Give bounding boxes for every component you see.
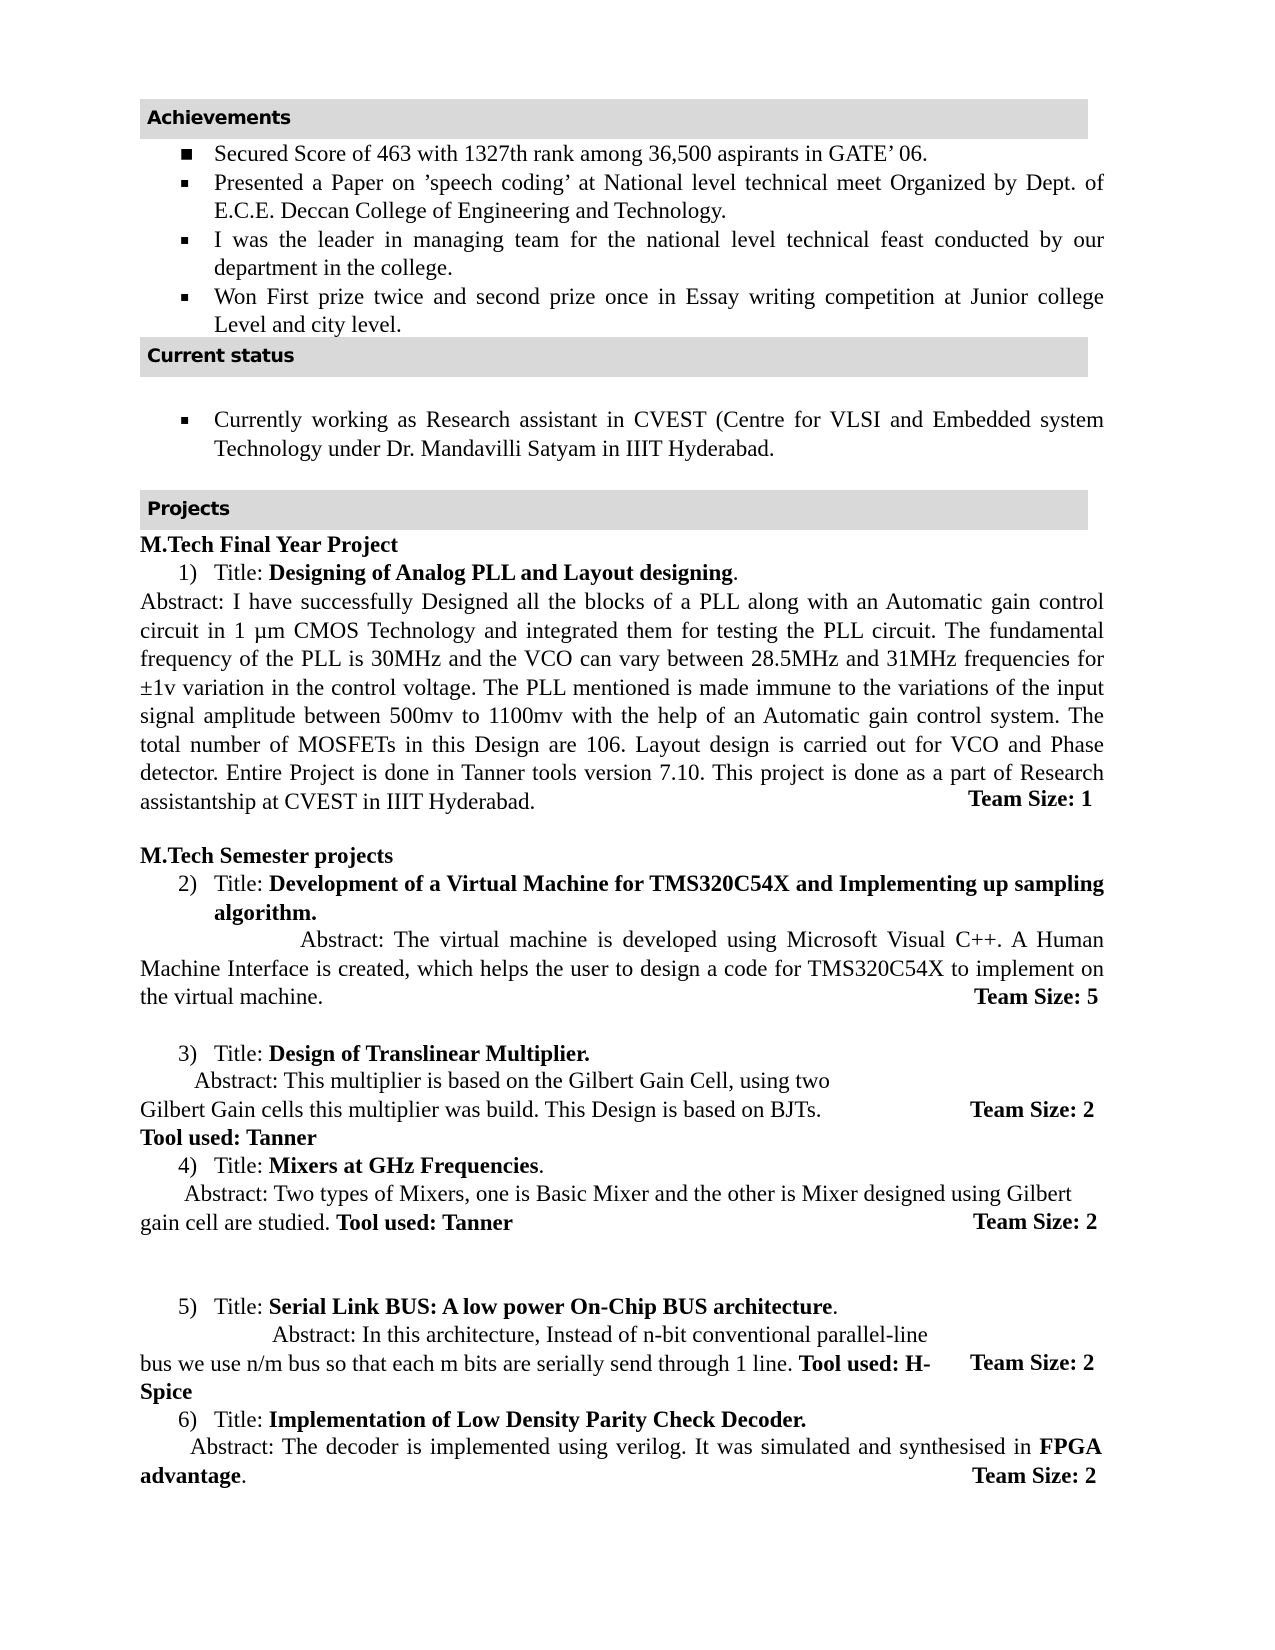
current-status-list <box>140 406 1104 463</box>
list-item: ▪ I was the leader in managing team for the national level technical feast conducted by our department in the college. <box>180 226 1104 280</box>
team-size-4: Team Size: 2 <box>973 1209 1098 1234</box>
bullet-icon: ▪ <box>180 231 190 248</box>
bullet-icon: ▪ <box>180 412 190 428</box>
bullet-icon: ▪ <box>180 288 190 305</box>
project-abstract-6: Abstract: The decoder is implemented using verilog. It was simulated and synthesised in FPGA advantage. <box>140 1434 1102 1488</box>
project-abstract-2: Abstract: The virtual machine is developed using Microsoft Visual C++. A Human Machine Interface is created, which helps the user to design a code for TMS320C54X to implement on the virtual machine. <box>140 927 1104 1009</box>
list-item: ▪ Currently working as Research assistant in CVEST (Centre for VLSI and Embedded system Technology under Dr. Mandavilli Satyam in IIIT Hyderabad. <box>180 407 1104 461</box>
achievements-section-bar <box>140 99 1088 139</box>
team-size-3: Team Size: 2 <box>970 1097 1095 1122</box>
project-title-5: 5) Title: Serial Link BUS: A low power On-Chip BUS architecture. <box>178 1294 839 1319</box>
current-status-heading: Current status <box>147 345 295 367</box>
team-size-5: Team Size: 2 <box>970 1350 1095 1375</box>
bullet-icon: ▪ <box>180 174 190 191</box>
project-title-4: 4) Title: Mixers at GHz Frequencies. <box>178 1153 545 1178</box>
projects-heading: Projects <box>147 498 230 520</box>
project-abstract-3: Abstract: This multiplier is based on the Gilbert Gain Cell, using two Gilbert Gain cells this multiplier was build. This Design is based on BJTs. Tool used: Tanner <box>140 1068 830 1150</box>
team-size-6: Team Size: 2 <box>972 1463 1097 1488</box>
project-abstract-1: Abstract: I have successfully Designed all the blocks of a PLL along with an Automatic gain control circuit in 1 µm CMOS Technology and integrated them for testing the PLL circuit. The fundamental frequency of the PLL is 30MHz and the VCO can vary between 28.5MHz and 31MHz frequencies for ±1v variation in the control voltage. The PLL mentioned is made immune to the variations of the input signal amplitude between 500mv to 1100mv with the help of an Automatic gain control system. The total number of MOSFETs in this Design are 106. Layout design is carried out for VCO and Phase detector. Entire Project is done in Tanner tools version 7.10. This project is done as a part of Research assistantship at CVEST in IIIT Hyderabad. <box>140 589 1104 814</box>
list-item: ▪ Won First prize twice and second prize once in Essay writing competition at Junior college Level and city level. <box>180 283 1104 337</box>
current-status-section-bar <box>140 337 1088 377</box>
list-item: ■ Secured Score of 463 with 1327th rank among 36,500 aspirants in GATE’ 06. <box>140 140 1104 169</box>
projects-section-bar <box>140 490 1088 530</box>
team-size-2: Team Size: 5 <box>974 984 1099 1009</box>
achievements-heading: Achievements <box>147 107 291 129</box>
project-title-3: 3) Title: Design of Translinear Multiplier. <box>178 1041 590 1066</box>
final-year-heading: M.Tech Final Year Project <box>140 532 399 557</box>
achievements-list <box>140 140 1104 340</box>
semester-heading: M.Tech Semester projects <box>140 843 394 868</box>
project-abstract-4: Abstract: Two types of Mixers, one is Basic Mixer and the other is Mixer designed using Gilbert gain cell are studied. Tool used: Tanner <box>140 1181 1072 1235</box>
list-item: ▪ Presented a Paper on ’speech coding’ at National level technical meet Organized by Dept. of E.C.E. Deccan College of Engineering and Technology. <box>180 169 1104 223</box>
project-title-2: 2) Title: Development of a Virtual Machine for TMS320C54X and Implementing up sampling algorithm. <box>178 871 1104 925</box>
project-abstract-5: Abstract: In this architecture, Instead of n-bit conventional parallel-line bus we use n/m bus so that each m bits are serially send through 1 line. Tool used: H-Spice <box>140 1322 931 1404</box>
bullet-icon: ■ <box>180 146 194 162</box>
project-title-1: 1) Title: Designing of Analog PLL and Layout designing. <box>178 560 739 585</box>
project-title-6: 6) Title: Implementation of Low Density Parity Check Decoder. <box>178 1407 807 1432</box>
team-size-1: Team Size: 1 <box>968 786 1093 811</box>
